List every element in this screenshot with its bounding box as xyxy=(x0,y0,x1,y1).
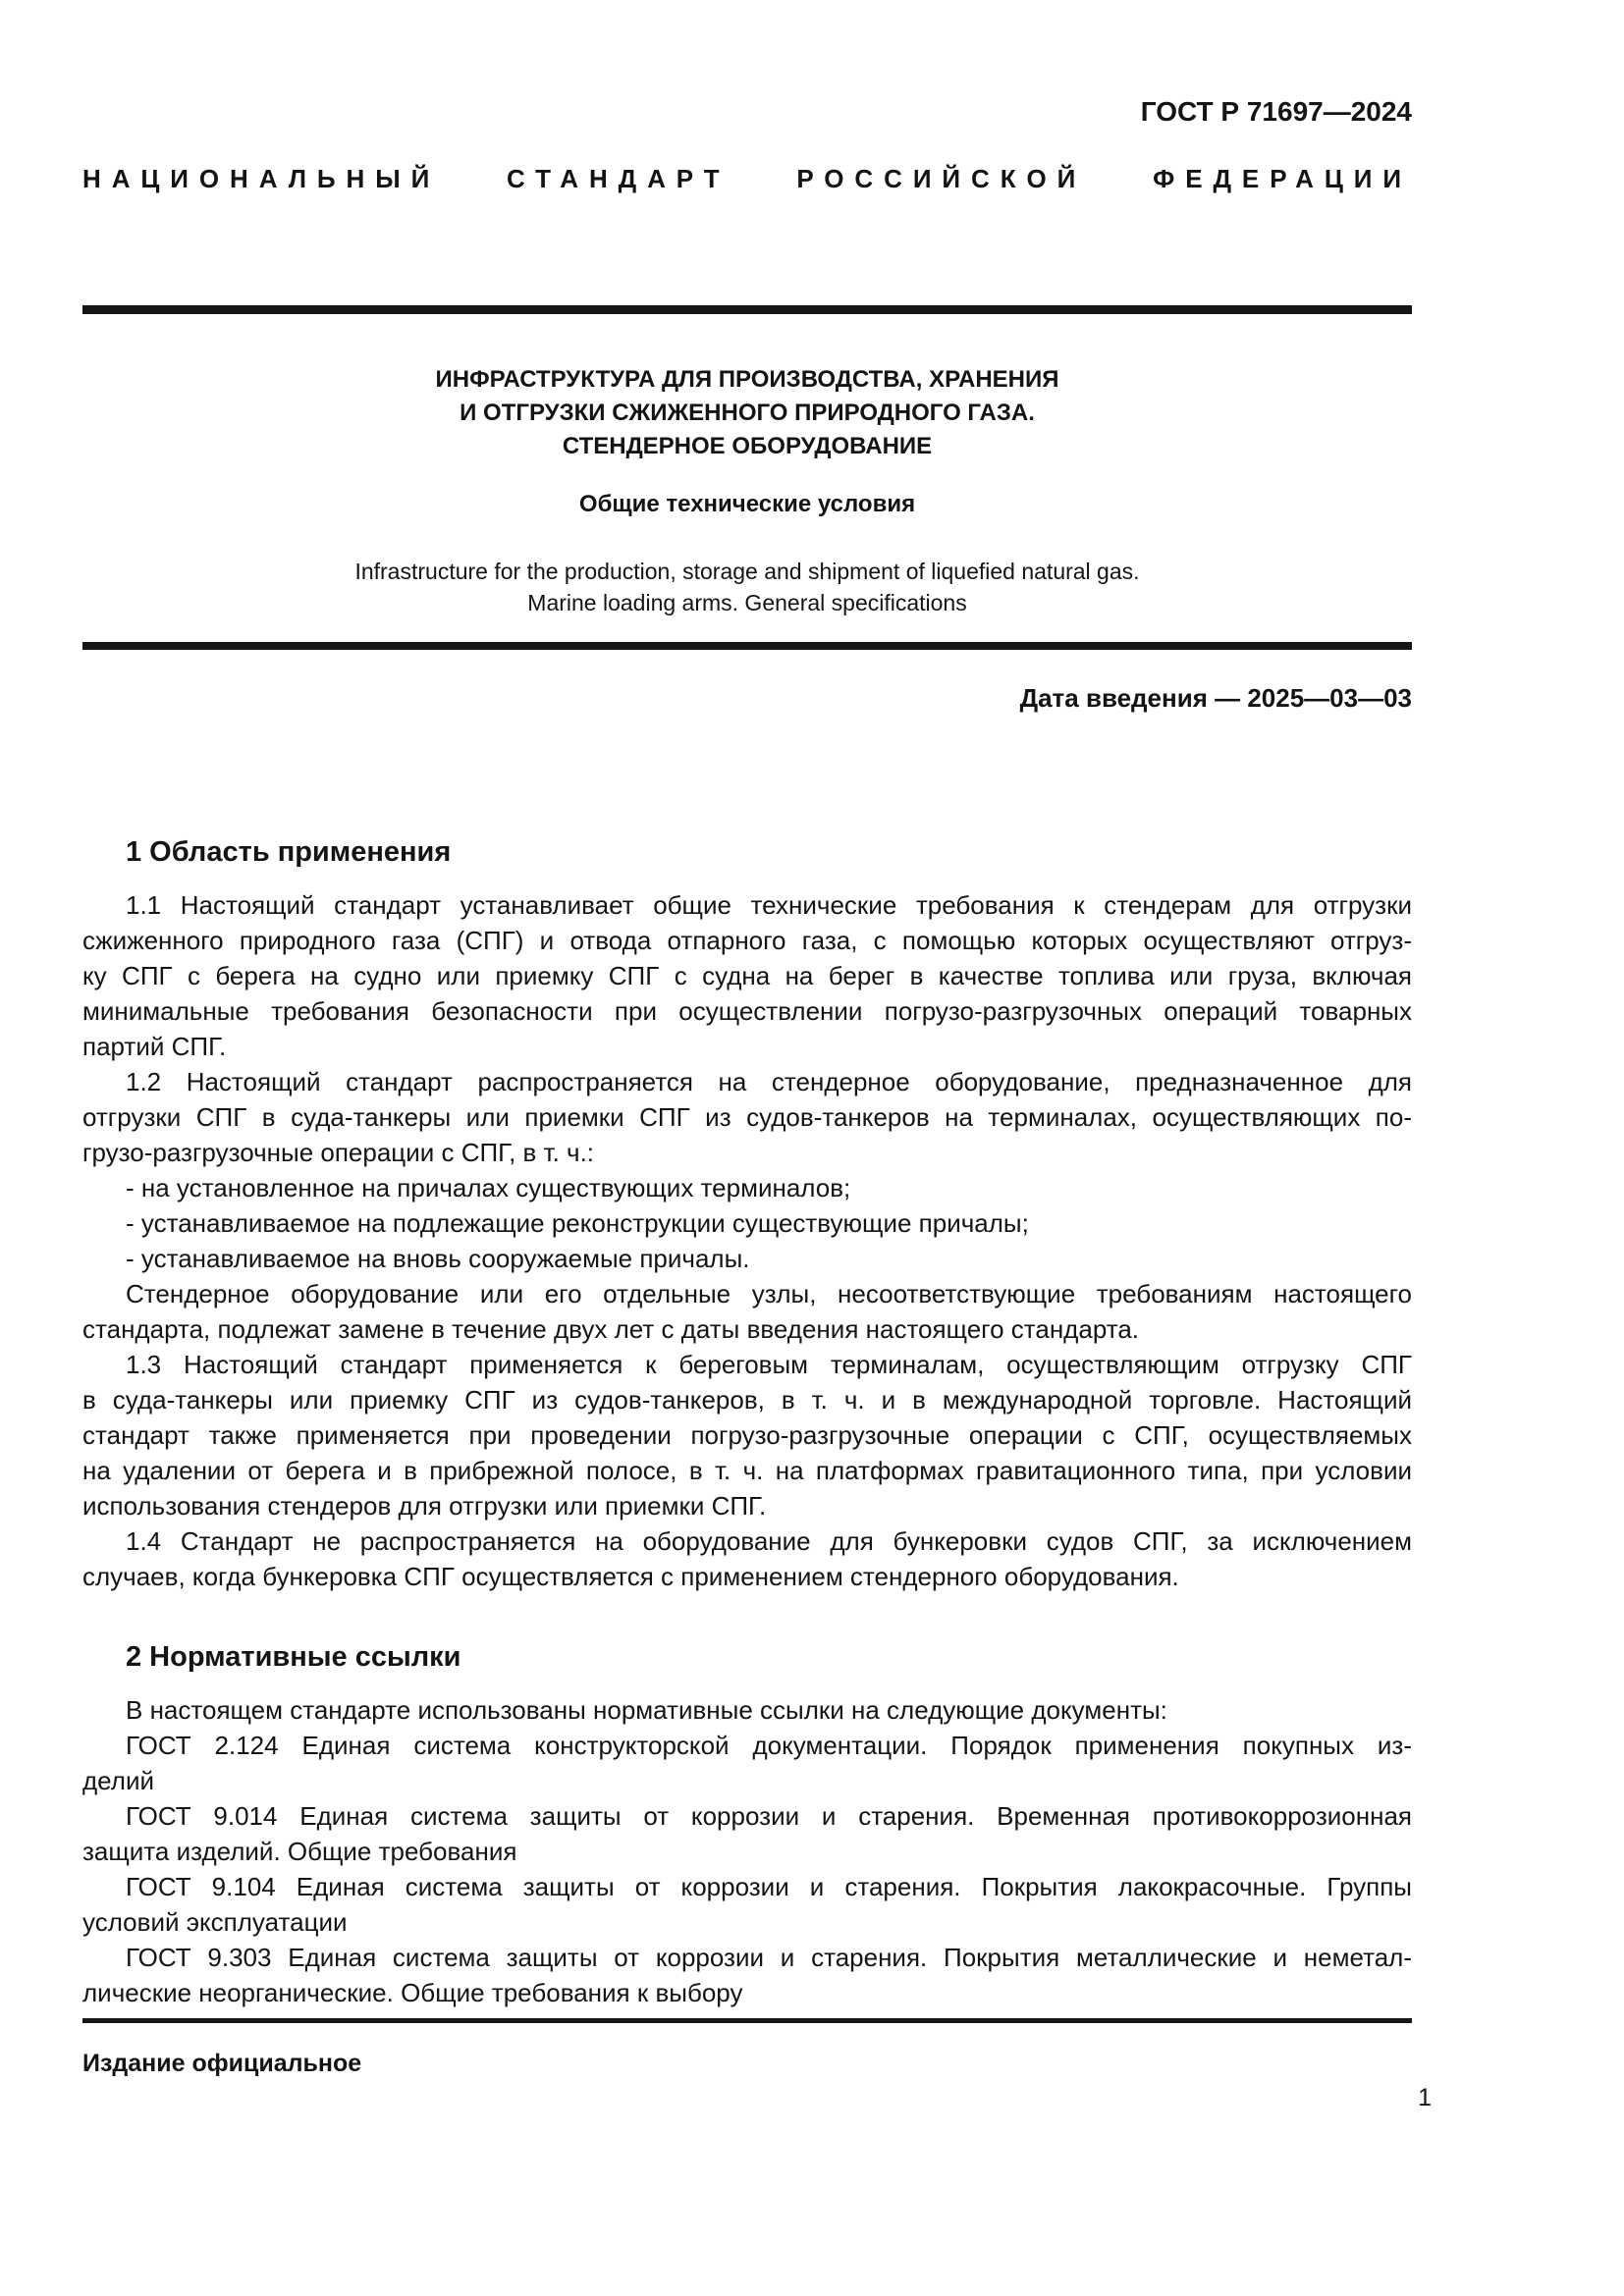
text-line: использования стендеров для отгрузки или приемки СПГ. xyxy=(82,1491,767,1521)
text-line: - устанавливаемое на подлежащие реконструкции существующие причалы; xyxy=(126,1208,1029,1238)
section xyxy=(82,1637,1412,2010)
doc-title-english-line: Marine loading arms. General specifications xyxy=(527,590,967,615)
paragraph xyxy=(82,1869,1412,1940)
section xyxy=(82,832,1412,1594)
text-line: - устанавливаемое на вновь сооружаемые причалы. xyxy=(126,1244,750,1273)
text-line: защита изделий. Общие требования xyxy=(82,1837,517,1866)
page-number: 1 xyxy=(1418,2084,1432,2111)
section-heading: 1 Область применения xyxy=(126,836,452,868)
doc-subtitle: Общие технические условия xyxy=(578,491,916,517)
paragraph xyxy=(82,1170,1412,1205)
standard-type-heading: НАЦИОНАЛЬНЫЙ СТАНДАРТ РОССИЙСКОЙ ФЕДЕРАЦИИ xyxy=(82,164,1412,193)
divider-middle xyxy=(82,642,1412,650)
text-line: 1.3 Настоящий стандарт применяется к береговым терминалам, осуществляющим отгрузку СПГ xyxy=(126,1350,1412,1379)
text-line: партий СПГ. xyxy=(82,1032,227,1061)
doc-title-line: И ОТГРУЗКИ СЖИЖЕННОГО ПРИРОДНОГО ГАЗА. xyxy=(460,400,1035,426)
paragraph xyxy=(82,1523,1412,1594)
text-line: стандарт также применяется при проведении погрузо-разгрузочные операции с СПГ, осуществляемых xyxy=(82,1420,1412,1450)
paragraph xyxy=(82,1064,1412,1170)
text-line: - на установленное на причалах существующих терминалов; xyxy=(126,1173,851,1202)
text-line: грузо-разгрузочные операции с СПГ, в т. ч.: xyxy=(82,1138,595,1167)
text-line: делий xyxy=(82,1766,154,1795)
text-line: условий эксплуатации xyxy=(82,1907,348,1937)
text-line: сжиженного природного газа (СПГ) и отвода отпарного газа, с помощью которых осуществляют отгруз- xyxy=(82,926,1412,955)
paragraph xyxy=(82,1692,1412,1728)
paragraph xyxy=(82,887,1412,1064)
text-line: В настоящем стандарте использованы нормативные ссылки на следующие документы: xyxy=(126,1695,1167,1725)
paragraph xyxy=(82,1728,1412,1798)
text-line: минимальные требования безопасности при осуществлении погрузо-разгрузочных операций товарных xyxy=(82,996,1412,1026)
paragraph xyxy=(82,1276,1412,1347)
text-line: 1.2 Настоящий стандарт распространяется на стендерное оборудование, предназначенное для xyxy=(126,1067,1412,1096)
document-body xyxy=(82,832,1412,2010)
text-line: стандарта, подлежат замене в течение двух лет с даты введения настоящего стандарта. xyxy=(82,1314,1140,1344)
text-line: на удалении от берега и в прибрежной полосе, в т. ч. на платформах гравитационного типа, при условии xyxy=(82,1456,1412,1485)
doc-title xyxy=(82,363,1412,463)
section-heading: 2 Нормативные ссылки xyxy=(126,1641,461,1673)
text-line: ку СПГ с берега на судно или приемку СПГ с судна на берег в качестве топлива или груза, включая xyxy=(82,961,1412,990)
text-line: 1.1 Настоящий стандарт устанавливает общие технические требования к стендерам для отгрузки xyxy=(126,890,1412,920)
doc-title-line: ИНФРАСТРУКТУРА ДЛЯ ПРОИЗВОДСТВА, ХРАНЕНИЯ xyxy=(435,366,1059,393)
text-line: в суда-танкеры или приемку СПГ из судов-танкеров, в т. ч. и в международной торговле. Настоящий xyxy=(82,1385,1412,1415)
text-line: ГОСТ 9.303 Единая система защиты от коррозии и старения. Покрытия металлические и неметал- xyxy=(126,1943,1412,1972)
text-line: случаев, когда бункеровка СПГ осуществляется с применением стендерного оборудования. xyxy=(82,1562,1179,1591)
doc-code: ГОСТ Р 71697—2024 xyxy=(1140,96,1412,127)
text-line: 1.4 Стандарт не распространяется на оборудование для бункеровки судов СПГ, за исключением xyxy=(126,1526,1412,1556)
section-body xyxy=(82,1692,1412,2010)
paragraph xyxy=(82,1347,1412,1523)
paragraph xyxy=(82,1798,1412,1869)
paragraph xyxy=(82,1241,1412,1276)
edition-note: Издание официальное xyxy=(82,2050,362,2077)
text-line: ГОСТ 2.124 Единая система конструкторской документации. Порядок применения покупных из- xyxy=(126,1731,1412,1760)
paragraph xyxy=(82,1940,1412,2010)
section-body xyxy=(82,887,1412,1594)
doc-title-line: СТЕНДЕРНОЕ ОБОРУДОВАНИЕ xyxy=(562,433,933,459)
paragraph xyxy=(82,1205,1412,1241)
doc-title-english-line: Infrastructure for the production, storage and shipment of liquefied natural gas. xyxy=(354,559,1140,584)
text-line: ГОСТ 9.014 Единая система защиты от коррозии и старения. Временная противокоррозионная xyxy=(126,1801,1412,1831)
text-line: ГОСТ 9.104 Единая система защиты от коррозии и старения. Покрытия лакокрасочные. Группы xyxy=(126,1872,1412,1901)
footer-divider xyxy=(82,2018,1412,2023)
divider-top xyxy=(82,305,1412,314)
text-line: лические неорганические. Общие требования к выбору xyxy=(82,1978,743,2007)
doc-title-english xyxy=(82,556,1412,618)
text-line: отгрузки СПГ в суда-танкеры или приемки СПГ из судов-танкеров на терминалах, осуществляющих по- xyxy=(82,1102,1412,1132)
text-line: Стендерное оборудование или его отдельные узлы, несоответствующие требованиям настоящего xyxy=(126,1279,1412,1308)
effective-date: Дата введения — 2025—03—03 xyxy=(1019,683,1412,713)
